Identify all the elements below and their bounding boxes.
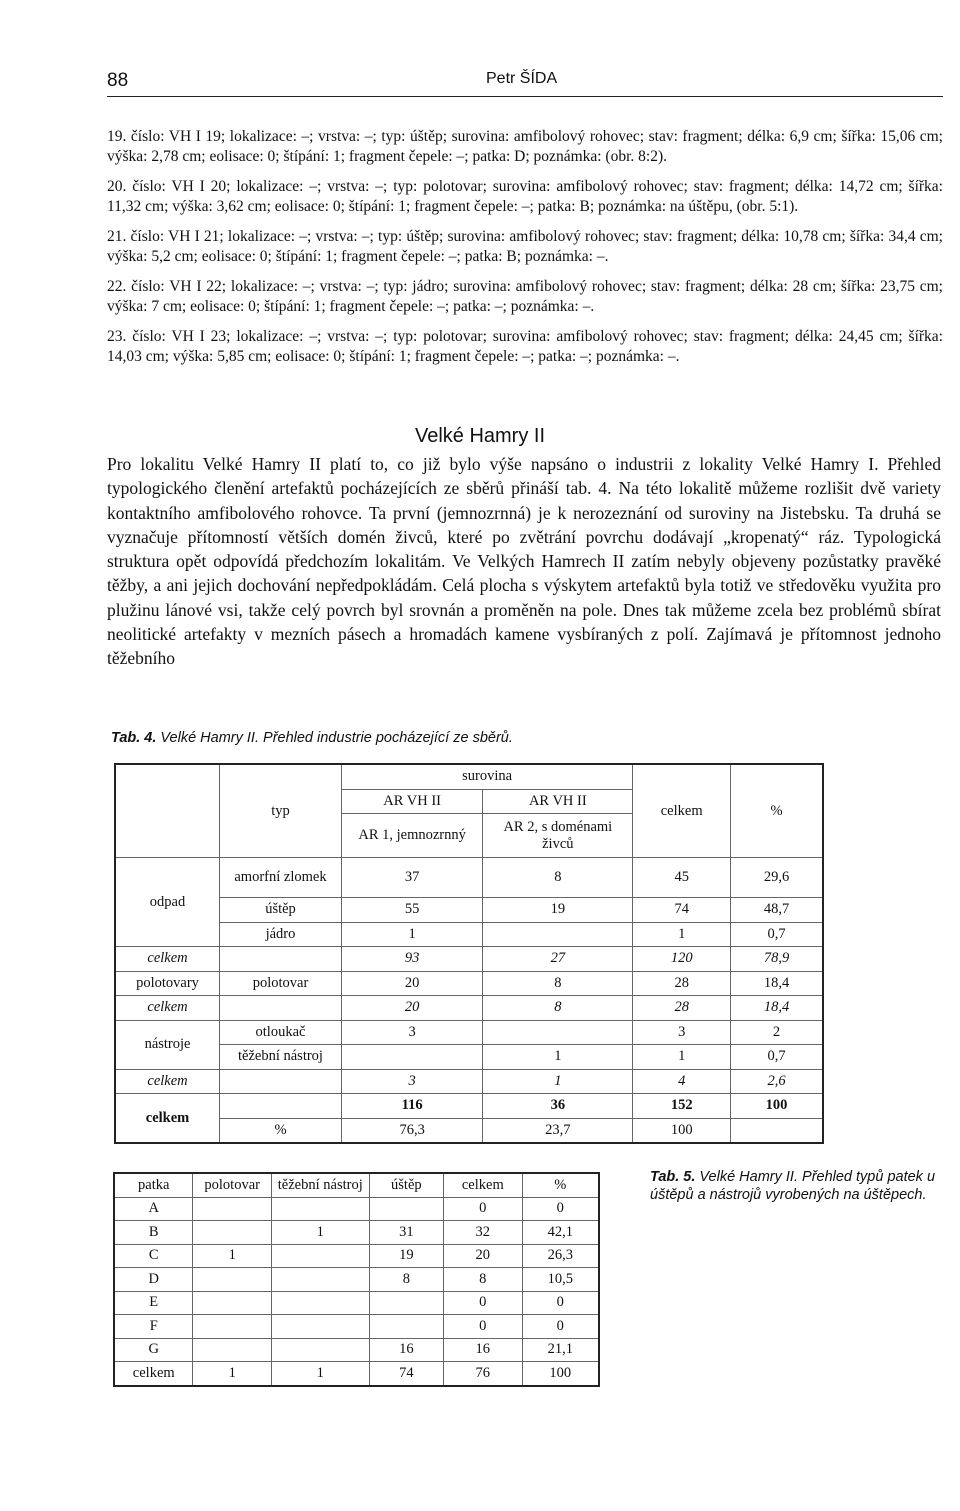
table-cell: 4 <box>633 1069 731 1094</box>
table-row <box>115 996 823 1021</box>
table-row <box>114 1221 599 1245</box>
table-cell: amorfní zlomek <box>220 858 342 898</box>
table-cell <box>731 1118 823 1143</box>
table-cell: 100 <box>522 1362 599 1386</box>
table-row <box>114 1268 599 1292</box>
table-cell: 78,9 <box>731 947 823 972</box>
table-header-cell: těžební nástroj <box>271 1173 369 1197</box>
table-row <box>115 1045 823 1070</box>
table-row <box>114 1338 599 1362</box>
table-cell <box>483 1020 633 1045</box>
table-cell <box>271 1197 369 1221</box>
table-header-typ: typ <box>220 764 342 858</box>
table-cell: 74 <box>633 898 731 923</box>
table-4-caption-text: Velké Hamry II. Přehled industrie pocházející ze sběrů. <box>160 730 513 746</box>
table-header-cell: úštěp <box>369 1173 443 1197</box>
running-header-author: Petr ŠÍDA <box>486 70 558 87</box>
table-header-cell: polotovar <box>193 1173 271 1197</box>
table-cell: 28 <box>633 971 731 996</box>
table-cell: 8 <box>483 971 633 996</box>
table-cell: otloukač <box>220 1020 342 1045</box>
table-cell: 152 <box>633 1094 731 1119</box>
table-cell: 8 <box>483 858 633 898</box>
table-cell: 120 <box>633 947 731 972</box>
table-cell: 1 <box>193 1244 271 1268</box>
table-row <box>115 1020 823 1045</box>
table-cell <box>193 1268 271 1292</box>
table-header-cell: celkem <box>444 1173 522 1197</box>
table-row <box>114 1315 599 1339</box>
table-header-ar2-desc: AR 2, s doménami živců <box>483 814 633 858</box>
table-cell: 1 <box>193 1362 271 1386</box>
table-cell <box>341 1045 482 1070</box>
table-cell <box>483 922 633 947</box>
table-row <box>114 1244 599 1268</box>
table-cell: 48,7 <box>731 898 823 923</box>
table-4 <box>114 763 824 1144</box>
table-cell: 28 <box>633 996 731 1021</box>
table-cell <box>193 1338 271 1362</box>
table-cell: polotovar <box>220 971 342 996</box>
table-cell: 76 <box>444 1362 522 1386</box>
table-cell: 1 <box>483 1045 633 1070</box>
catalog-entries <box>107 127 943 377</box>
table-cell <box>271 1291 369 1315</box>
table-cell: 0 <box>522 1315 599 1339</box>
table-row <box>114 1362 599 1386</box>
table-cell: % <box>220 1118 342 1143</box>
table-cell: celkem <box>115 996 220 1021</box>
table-cell: 0 <box>444 1197 522 1221</box>
table-5-caption <box>650 1168 945 1204</box>
table-cell: 31 <box>369 1221 443 1245</box>
catalog-entry: 23. číslo: VH I 23; lokalizace: –; vrstva: –; typ: polotovar; surovina: amfibolový rohovec; stav: fragment; délka: 24,45 cm; šířka: 14,03 cm; výška: 5,85 cm; eolisace: 0; štípání: 1; fragment čepele: –; patka: –; poznámka: –. <box>107 328 943 365</box>
table-header-ar1-desc: AR 1, jemnozrnný <box>341 814 482 858</box>
table-group-label: celkem <box>115 1094 220 1144</box>
table-cell: 42,1 <box>522 1221 599 1245</box>
catalog-entry: 20. číslo: VH I 20; lokalizace: –; vrstva: –; typ: polotovar; surovina: amfibolový rohovec; stav: fragment; délka: 14,72 cm; šířka: 11,32 cm; výška: 3,62 cm; eolisace: 0; štípání: 1; fragment čepele: –; patka: B; poznámka: na úštěpu, (obr. 5:1). <box>107 178 943 215</box>
table-cell: jádro <box>220 922 342 947</box>
table-cell: 76,3 <box>341 1118 482 1143</box>
catalog-entry: 21. číslo: VH I 21; lokalizace: –; vrstva: –; typ: úštěp; surovina: amfibolový rohovec; stav: fragment; délka: 10,78 cm; šířka: 34,4 cm; výška: 5,2 cm; eolisace: 0; štípání: 1; fragment čepele: –; patka: B; poznámka: –. <box>107 228 943 265</box>
table-5 <box>113 1172 600 1387</box>
table-row <box>114 1197 599 1221</box>
table-cell: 8 <box>483 996 633 1021</box>
table-cell: 19 <box>483 898 633 923</box>
table-cell: E <box>114 1291 193 1315</box>
table-cell: C <box>114 1244 193 1268</box>
table-cell: 93 <box>341 947 482 972</box>
table-cell <box>193 1315 271 1339</box>
table-group-label: nástroje <box>115 1020 220 1069</box>
table-cell: 1 <box>633 1045 731 1070</box>
table-cell: F <box>114 1315 193 1339</box>
table-cell: 20 <box>341 996 482 1021</box>
table-cell <box>220 947 342 972</box>
table-cell: 3 <box>341 1020 482 1045</box>
table-cell: 1 <box>271 1362 369 1386</box>
table-cell <box>271 1338 369 1362</box>
table-cell: 37 <box>341 858 482 898</box>
table-row <box>115 858 823 898</box>
table-cell: 116 <box>341 1094 482 1119</box>
table-cell: úštěp <box>220 898 342 923</box>
table-cell <box>115 764 220 858</box>
table-row <box>115 1069 823 1094</box>
table-cell: 1 <box>483 1069 633 1094</box>
table-cell <box>271 1244 369 1268</box>
table-cell: 16 <box>444 1338 522 1362</box>
table-cell: 0,7 <box>731 922 823 947</box>
table-cell <box>369 1291 443 1315</box>
table-cell <box>220 1094 342 1119</box>
table-cell: celkem <box>115 947 220 972</box>
table-5-caption-text: Velké Hamry II. Přehled typů patek u úštěpů a nástrojů vyrobených na úštěpech. <box>650 1169 936 1203</box>
table-cell <box>271 1315 369 1339</box>
table-header-cell: % <box>522 1173 599 1197</box>
table-cell: 10,5 <box>522 1268 599 1292</box>
header-rule <box>107 96 943 97</box>
table-cell: 8 <box>369 1268 443 1292</box>
table-row <box>115 898 823 923</box>
table-cell: 1 <box>341 922 482 947</box>
table-cell: 32 <box>444 1221 522 1245</box>
table-cell: celkem <box>115 1069 220 1094</box>
table-header-ar2: AR VH II <box>483 789 633 814</box>
table-cell: 26,3 <box>522 1244 599 1268</box>
table-cell: 2,6 <box>731 1069 823 1094</box>
table-group-label: polotovary <box>115 971 220 996</box>
table-header-row <box>114 1173 599 1197</box>
table-cell: 0 <box>522 1197 599 1221</box>
table-row <box>115 947 823 972</box>
table-cell: 21,1 <box>522 1338 599 1362</box>
table-4-caption-label: Tab. 4. <box>111 730 157 746</box>
table-cell: 0 <box>444 1315 522 1339</box>
table-cell: 1 <box>633 922 731 947</box>
table-cell: 2 <box>731 1020 823 1045</box>
table-row <box>115 1094 823 1119</box>
page-number: 88 <box>107 70 129 91</box>
table-cell: 0 <box>444 1291 522 1315</box>
table-cell: 0,7 <box>731 1045 823 1070</box>
table-4-caption <box>111 730 513 746</box>
table-cell: 20 <box>444 1244 522 1268</box>
table-cell: 100 <box>633 1118 731 1143</box>
table-cell: 0 <box>522 1291 599 1315</box>
catalog-entry: 22. číslo: VH I 22; lokalizace: –; vrstva: –; typ: jádro; surovina: amfibolový rohovec; stav: fragment; délka: 28 cm; šířka: 23,75 cm; výška: 7 cm; eolisace: 0; štípání: 1; fragment čepele: –; patka: –; poznámka: –. <box>107 278 943 315</box>
table-cell: 1 <box>271 1221 369 1245</box>
table-cell: 3 <box>633 1020 731 1045</box>
table-header-cell: patka <box>114 1173 193 1197</box>
table-header-surovina: surovina <box>341 764 632 789</box>
table-cell: 29,6 <box>731 858 823 898</box>
table-cell: 27 <box>483 947 633 972</box>
table-row <box>115 764 823 789</box>
table-header-ar1: AR VH II <box>341 789 482 814</box>
table-cell: G <box>114 1338 193 1362</box>
table-cell: 18,4 <box>731 971 823 996</box>
table-cell: 55 <box>341 898 482 923</box>
table-cell <box>369 1315 443 1339</box>
table-row <box>114 1291 599 1315</box>
table-cell: celkem <box>114 1362 193 1386</box>
section-title: Velké Hamry II <box>414 425 546 447</box>
catalog-entry: 19. číslo: VH I 19; lokalizace: –; vrstva: –; typ: úštěp; surovina: amfibolový rohovec; stav: fragment; délka: 6,9 cm; šířka: 15,06 cm; výška: 2,78 cm; eolisace: 0; štípání: 1; fragment čepele: –; patka: D; poznámka: (obr. 8:2). <box>107 128 943 165</box>
table-cell <box>193 1221 271 1245</box>
table-cell: 23,7 <box>483 1118 633 1143</box>
table-5-caption-label: Tab. 5. <box>650 1169 696 1185</box>
table-cell: 36 <box>483 1094 633 1119</box>
table-row <box>115 1118 823 1143</box>
table-group-label: odpad <box>115 858 220 947</box>
table-cell: 18,4 <box>731 996 823 1021</box>
table-cell <box>193 1291 271 1315</box>
table-cell: 3 <box>341 1069 482 1094</box>
section-paragraph: Pro lokalitu Velké Hamry II platí to, co již bylo výše napsáno o industrii z lokality Velké Hamry I. Přehled typologického členění artefaktů pocházejících ze sběrů přináší tab. 4. Na této lokalitě můžeme rozlišit dvě variety kontaktního amfibolového rohovce. Ta první (jemnozrnná) je k nerozeznání od suroviny na Jistebsku. Ta druhá se vyznačuje přítomností větších domén živců, které po zvětrání povrchu dodávají „kropenatý“ ráz. Typologická struktura opět odpovídá předchozím lokalitám. Ve Velkých Hamrech II zatím nebyly objeveny pozůstatky pravěké těžby, a ani jejich dochování nepředpokládám. Celá plocha s výskytem artefaktů byla totiž ve středověku využita pro plužinu lánové vsi, takže celý povrch byl srovnán a proměněn na pole. Dnes tak můžeme zcela bez problémů sbírat neolitické artefakty v mezních pásech a hromadách kamene vysbíraných z polí. Zajímavá je přítomnost jednoho těžebního <box>107 454 941 669</box>
table-row <box>115 922 823 947</box>
table-cell <box>220 996 342 1021</box>
table-cell: těžební nástroj <box>220 1045 342 1070</box>
table-cell: D <box>114 1268 193 1292</box>
table-cell <box>193 1197 271 1221</box>
table-cell: 20 <box>341 971 482 996</box>
table-row <box>115 971 823 996</box>
table-cell: 100 <box>731 1094 823 1119</box>
table-cell <box>271 1268 369 1292</box>
table-header-percent: % <box>731 764 823 858</box>
table-cell <box>220 1069 342 1094</box>
table-header-celkem: celkem <box>633 764 731 858</box>
table-cell: B <box>114 1221 193 1245</box>
table-cell: 19 <box>369 1244 443 1268</box>
table-cell <box>369 1197 443 1221</box>
table-cell: 45 <box>633 858 731 898</box>
table-cell: A <box>114 1197 193 1221</box>
table-cell: 16 <box>369 1338 443 1362</box>
table-cell: 8 <box>444 1268 522 1292</box>
table-cell: 74 <box>369 1362 443 1386</box>
